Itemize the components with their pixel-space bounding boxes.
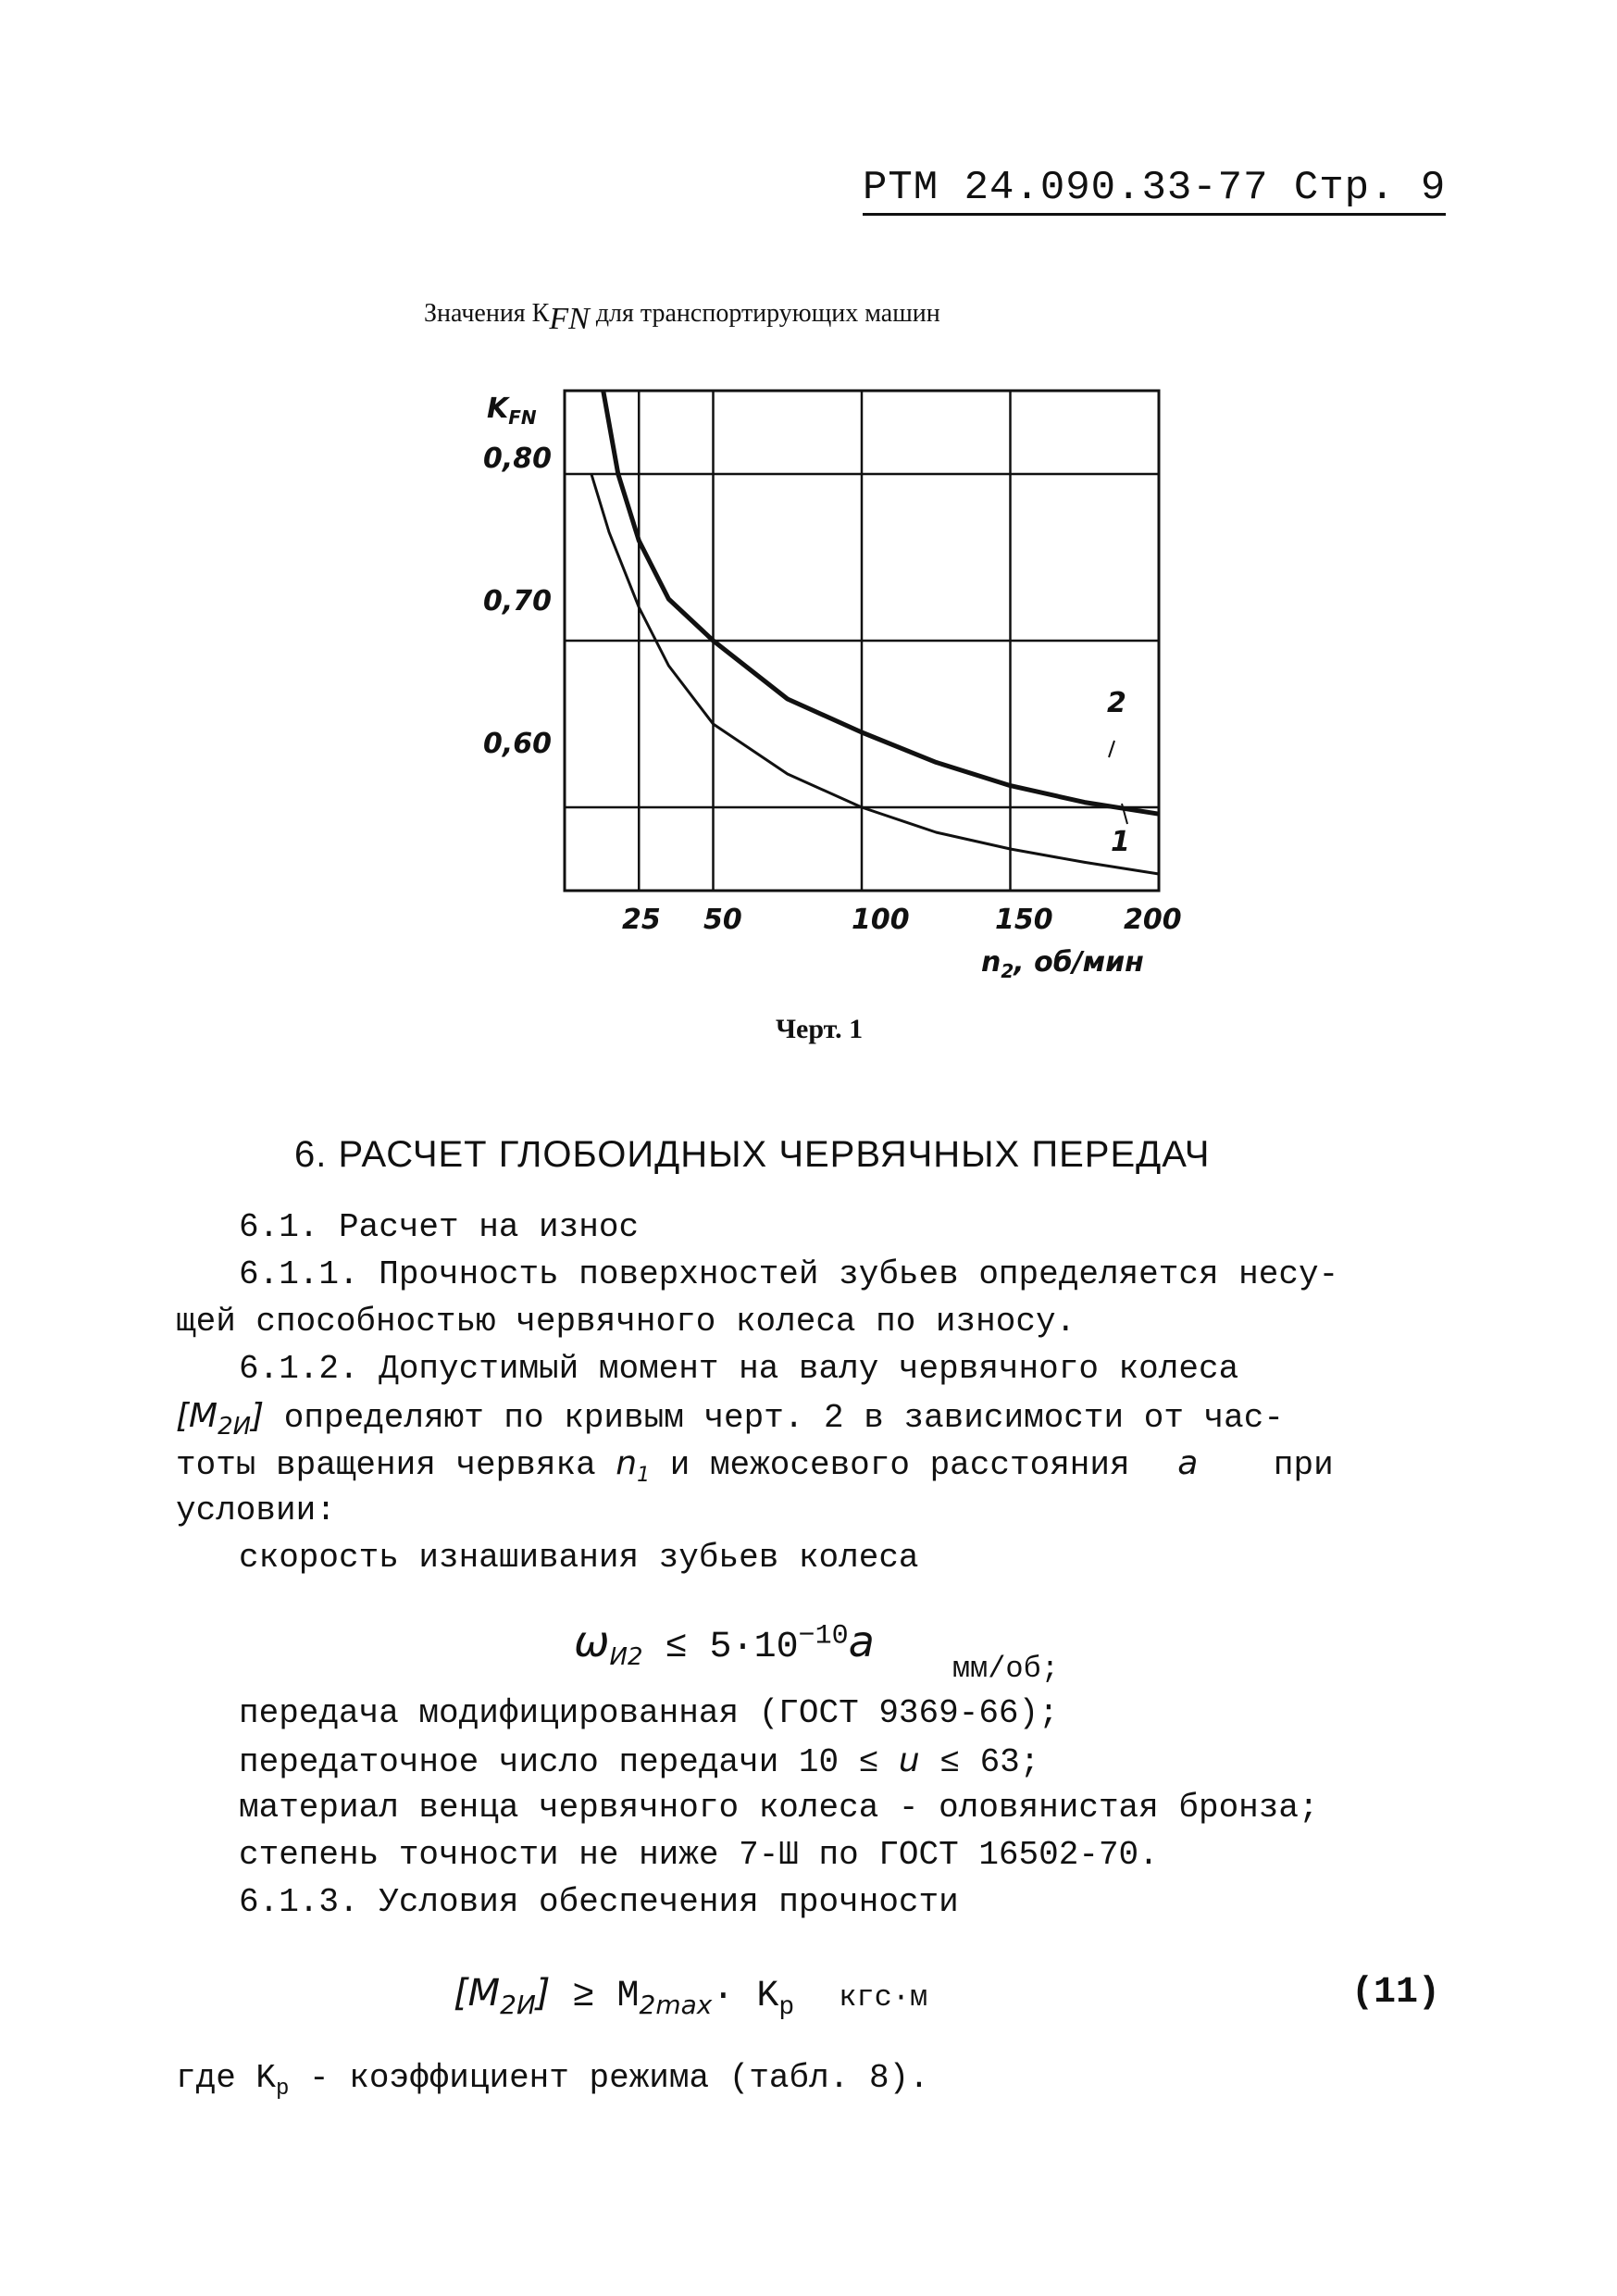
y-tick-label: 0,70 [483,585,553,618]
condition-3: материал венца червячного колеса - оловянистая бронза; [239,1789,1319,1827]
section-heading: 6. РАСЧЕТ ГЛОБОИДНЫХ ЧЕРВЯЧНЫХ ПЕРЕДАЧ [294,1134,1211,1175]
x-tick-label: 150 [995,904,1053,936]
curve-label-1: 1 [1111,826,1130,858]
y-tick-label: 0,60 [483,728,553,760]
where-clause: где $K_р$ - коэффициент режима (табл. 8). [176,2059,929,2103]
x-axis-label-sub: 2 [1001,960,1014,982]
x-tick-label: 200 [1124,904,1182,936]
figure-title: Черт. 1 [776,1014,864,1044]
series-line-1 [591,474,1159,874]
x-axis-label-unit: , об/мин [1014,946,1144,979]
condition-4: степень точности не ниже 7-Ш по ГОСТ 16502-70. [239,1836,1159,1874]
chart-curves [591,391,1159,874]
paragraph-6-1: 6.1. Расчет на износ [239,1208,640,1246]
paragraph-6-1-3: 6.1.3. Условия обеспечения прочности [239,1883,959,1921]
curve-leader-2 [1109,741,1114,757]
paragraph-6-1-1-line1: 6.1.1. Прочность поверхностей зубьев определяется несу- [239,1255,1339,1293]
formula-number: (11) [1351,1972,1441,2014]
x-axis-label [981,946,1144,982]
x-axis-label-main: n [981,946,1001,979]
curve-label-2: 2 [1107,687,1126,719]
paragraph-6-1-2-line2 [176,1397,1284,1441]
document-header: РТМ 24.090.33-77 Стр. 9 [863,165,1446,216]
caption-subscript: FN [549,302,590,336]
x-tick-label: 100 [852,904,910,936]
condition-1: передача модифицированная (ГОСТ 9369-66); [239,1694,1059,1732]
x-tick-label: 25 [622,904,661,936]
condition-2: передаточное число передачи 10 ≤ u ≤ 63; [239,1741,1040,1781]
y-axis-label-sub: FN [508,406,537,429]
n1-symbol: $n_1$ [616,1444,651,1488]
x-tick-label: 50 [703,904,742,936]
moment-symbol: $[M_{2И}]$ [176,1397,265,1441]
condition-intro: скорость изнашивания зубьев колеса [239,1539,919,1577]
series-line-2 [603,391,1159,814]
kfn-chart [0,0,1617,1111]
paragraph-6-1-2-line3: тоты вращения червяка $n_1$ и межосевого расстояния a при [176,1444,1334,1488]
caption-prefix: Значения К [424,299,550,328]
y-axis-label [487,393,537,429]
formula-wear-rate: $\omega_{И2} \le 5\cdot 10^{-10}a$ $_{мм/об;}$ [574,1616,1060,1686]
caption-suffix: для транспортирующих машин [595,299,940,328]
paragraph-6-1-1-line2: щей способностью червячного колеса по износу. [176,1303,1076,1341]
y-axis-label-main: K [487,393,509,425]
chart-grid [565,391,1159,891]
formula-strength-condition: $[M_{2И}] \ge M_{2max}\cdot K_р$ кгс·м [454,1972,928,2022]
a-symbol: a [1177,1444,1199,1482]
paragraph-6-1-2-line1: 6.1.2. Допустимый момент на валу червячного колеса [239,1350,1239,1388]
y-tick-label: 0,80 [483,443,553,475]
paragraph-6-1-2-line2-text: определяют по кривым черт. 2 в зависимости от час- [283,1399,1284,1437]
paragraph-6-1-2-line4: условии: [176,1491,336,1529]
